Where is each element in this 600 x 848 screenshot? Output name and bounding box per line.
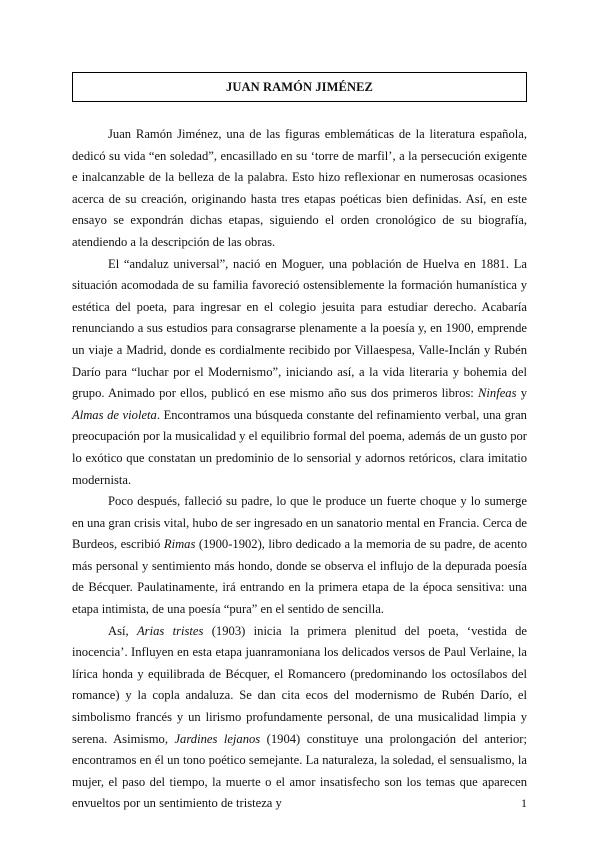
document-body bbox=[72, 124, 527, 815]
italic-title-run: Rimas bbox=[163, 537, 196, 552]
text-run: . Encontramos una búsqueda constante del refinamiento verbal, una gran preocupación por la musicalidad y el equilibrio formal del poema, además de un gusto por lo exótico que constatan un predominio de lo sensorial y adornos retóricos, clara imitatio modernista. bbox=[72, 407, 527, 487]
italic-title-run: Jardines lejanos bbox=[174, 731, 261, 746]
italic-title-run: Ninfeas bbox=[478, 386, 517, 401]
paragraph-3 bbox=[72, 491, 527, 621]
paragraph-2 bbox=[72, 254, 527, 492]
italic-title-run: Almas de violeta bbox=[72, 407, 157, 422]
italic-title-run: Arias tristes bbox=[136, 623, 204, 638]
text-run: (1904) constituye una prolongación del anterior; encontramos en él un tono poético semejante. La naturaleza, la soledad, el sensualismo, la mujer, el paso del tiempo, la muerte o el amor insatisfecho son los temas que aparecen envueltos por un sentimiento de tristeza y bbox=[72, 731, 527, 811]
text-run: Así, bbox=[108, 623, 137, 638]
page-number: 1 bbox=[521, 796, 527, 810]
text-run: El “andaluz universal”, nació en Moguer, una población de Huelva en 1881. La situación acomodada de su familia favoreció ostensiblemente la formación humanística y estética del poeta, para ingresar en el colegio jesuita para estudiar derecho. Acabaría renunciando a sus estudios para consagrarse plenamente a la poesía y, en 1900, emprende un viaje a Madrid, donde es cordialmente recibido por Villaespesa, Valle-Inclán y Rubén Darío para “luchar por el Modernismo”, iniciando así, a la vida literaria y bohemia del grupo. Animado por ellos, publicó en ese mismo año sus dos primeros libros: bbox=[72, 256, 527, 401]
text-run: y bbox=[516, 386, 527, 401]
text-run: (1903) inicia la primera plenitud del poeta, ‘vestida de inocencia’. Influyen en esta etapa juanramoniana los delicados versos de Paul Verlaine, la lírica honda y equilibrada de Bécquer, el Romancero (predominando los octosílabos del romance) y la copla andaluza. Se dan cita ecos del modernismo de Rubén Darío, el simbolismo francés y un lirismo profundamente personal, de una musicalidad limpia y serena. Asimismo, bbox=[72, 623, 528, 746]
text-run: (1900-1902), libro dedicado a la memoria de su padre, de acento más personal y sentimiento más hondo, donde se observa el influjo de la depurada poesía de Bécquer. Paulatinamente, irá entrando en la primera etapa de la época sensitiva: una etapa intimista, de una poesía “pura” en el sentido de sencilla. bbox=[72, 537, 527, 617]
title-box bbox=[72, 72, 527, 102]
text-run: Poco después, falleció su padre, lo que le produce un fuerte choque y lo sumerge en una gran crisis vital, hubo de ser ingresado en un sanatorio mental en Francia. Cerca de Burdeos, escribió bbox=[72, 494, 527, 552]
paragraph-4 bbox=[72, 621, 527, 815]
paragraph-1 bbox=[72, 124, 527, 254]
document-title: JUAN RAMÓN JIMÉNEZ bbox=[226, 79, 373, 94]
text-run: Juan Ramón Jiménez, una de las figuras emblemáticas de la literatura española, dedicó su vida “en soledad”, encasillado en su ‘torre de marfil’, a la persecución exigente e inalcanzable de la belleza de la palabra. Esto hizo reflexionar en numerosas ocasiones acerca de su creación, originando hasta tres etapas poéticas bien definidas. Así, en este ensayo se expondrán dichas etapas, siguiendo el orden cronológico de su biografía, atendiendo a la descripción de las obras. bbox=[72, 127, 527, 249]
